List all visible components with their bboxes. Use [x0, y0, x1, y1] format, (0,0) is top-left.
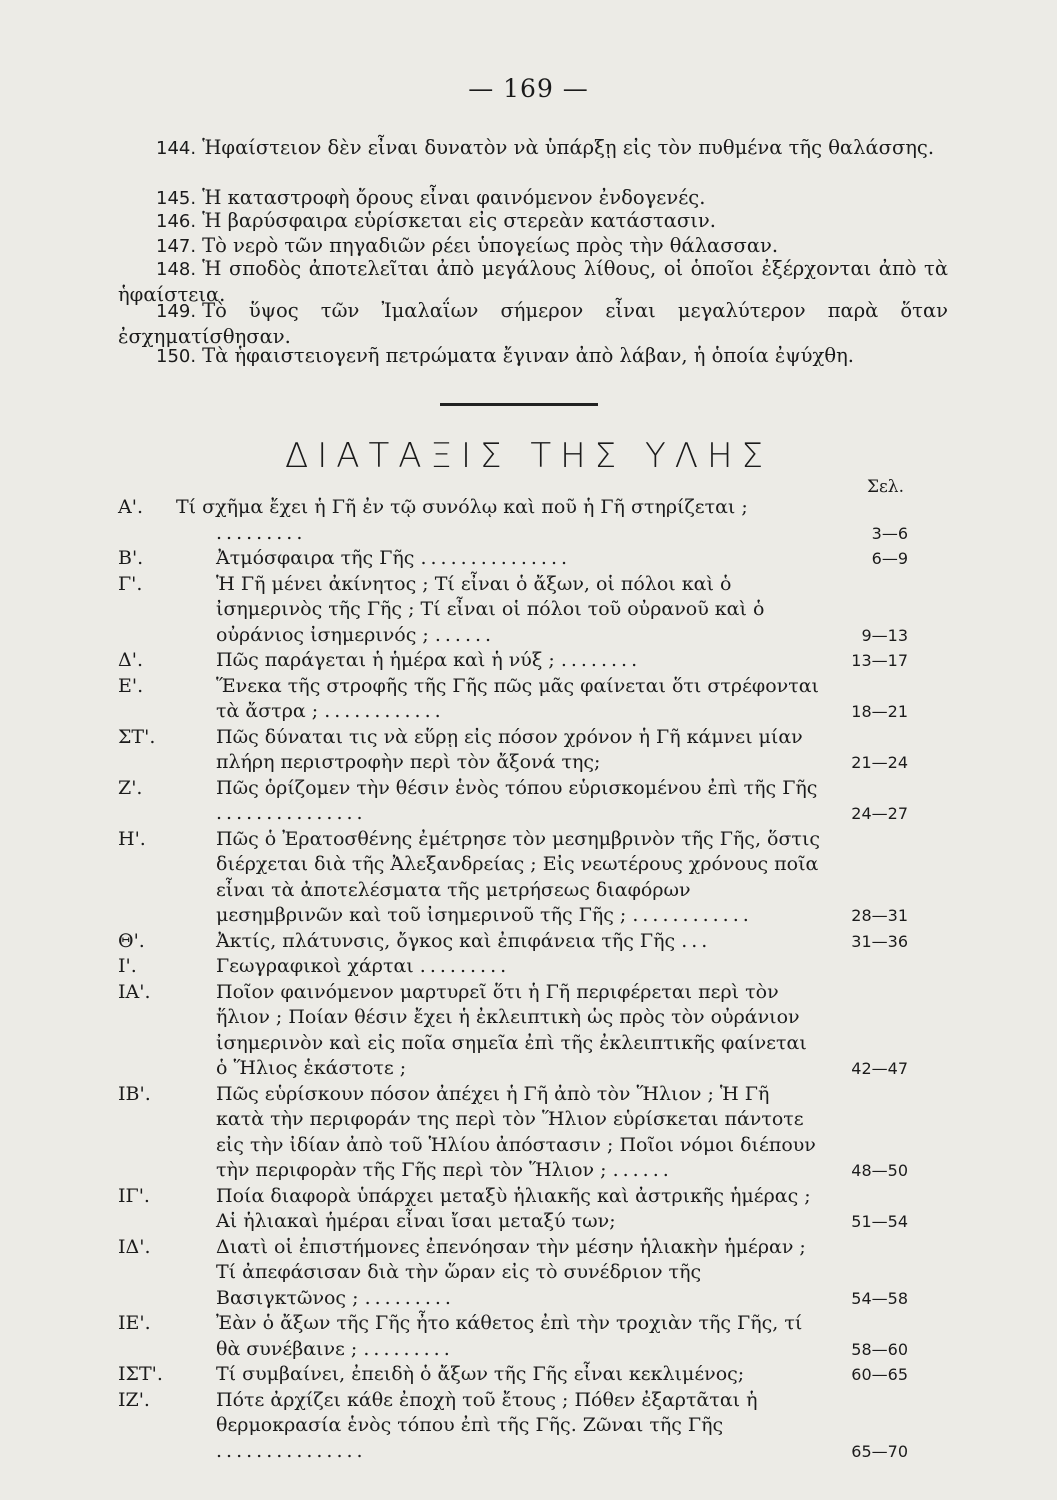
toc-entry: [118, 725, 908, 776]
toc-entry: Ι'. Γεωγραφικοὶ χάρται .........: [118, 954, 908, 980]
toc-entry-pages: 51—54: [851, 1212, 908, 1231]
toc-entry-number: ΙΓ'.: [118, 1184, 150, 1207]
toc-entry-pages: 13—17: [851, 651, 908, 670]
toc-entry-title: Ποῖον φαινόμενον μαρτυρεῖ ὅτι ἡ Γῆ περιφέρεται περὶ τὸν ἥλιον ; Ποίαν θέσιν ἔχει ἡ ἐκλειπτικὴ ὡς πρὸς τὸν οὐράνιον ἰσημερινὸν καὶ εἰς ποῖα σημεῖα ἐπὶ τῆς ἐκλειπτικῆς φαίνεται ὁ Ἥλιος ἑκάστοτε ;: [216, 980, 807, 1079]
toc-entry-number: ΙΒ'.: [118, 1082, 151, 1105]
toc-entry-title: Πότε ἀρχίζει κάθε ἐποχὴ τοῦ ἔτους ; Πόθεν ἐξαρτᾶται ἡ θερμοκρασία ἑνὸς τόπου ἐπὶ τῆς Γῆς. Ζῶναι τῆς Γῆς: [216, 1388, 758, 1436]
toc-entry-number: Β'.: [118, 547, 144, 569]
toc-entry-pages: 54—58: [851, 1288, 908, 1308]
toc-entry-pages: 3—6: [871, 523, 908, 543]
question-text: Τὸ νερὸ τῶν πηγαδιῶν ρέει ὑπογείως πρὸς τὴν θάλασσαν.: [202, 234, 779, 257]
toc-entry-title: Πῶς ὁρίζομεν τὴν θέσιν ἑνὸς τόπου εὑρισκομένου ἐπὶ τῆς Γῆς: [216, 776, 818, 799]
toc-entry-number: Δ'.: [118, 649, 143, 671]
toc-entry-pages: 18—21: [851, 702, 908, 721]
toc-entry: ΙΒ'. Πῶς εὑρίσκουν πόσον ἀπέχει ἡ Γῆ ἀπὸ τὸν Ἥλιον ; Ἡ Γῆ κατὰ τὴν περιφοράν της περὶ τὸν Ἥλιον εὑρίσκεται πάντοτε εἰς τὴν ἰδίαν ἀπὸ τοῦ Ἡλίου ἀπόστασιν ; Ποῖοι νόμοι διέπουν τὴν περιφορὰν τῆς Γῆς περὶ τὸν Ἥλιον ; ...... 48—50: [118, 1082, 908, 1184]
toc-entry-number: Ε'.: [118, 674, 144, 697]
toc-entry-number: ΙΔ'.: [118, 1235, 151, 1258]
toc-entry-title: Ἡ Γῆ μένει ἀκίνητος ; Τί εἶναι ὁ ἄξων, οἱ πόλοι καὶ ὁ ἰσημερινὸς τῆς Γῆς ; Τί εἶναι οἱ πόλοι τοῦ οὐρανοῦ καὶ ὁ οὐράνιος ἰσημερινός ;: [216, 572, 765, 646]
question-number: 150.: [156, 346, 197, 367]
divider-rule: [440, 403, 598, 406]
toc-entry: Θ'. Ἀκτίς, πλάτυνσις, ὄγκος καὶ ἐπιφάνεια τῆς Γῆς ... 31—36: [118, 929, 908, 955]
question-text: Ἡ βαρύσφαιρα εὑρίσκεται εἰς στερεὰν κατάστασιν.: [202, 209, 716, 232]
question-text: Ἡφαίστειον δὲν εἶναι δυνατὸν νὰ ὑπάρξῃ εἰς τὸν πυθμένα τῆς θαλάσσης.: [202, 136, 935, 159]
toc-entry-title: Ποία διαφορὰ ὑπάρχει μεταξὺ ἡλιακῆς καὶ ἀστρικῆς ἡμέρας ; Αἱ ἡλιακαὶ ἡμέραι εἶναι ἴσαι μεταξύ των;: [216, 1184, 811, 1232]
question-number: 146.: [156, 211, 197, 232]
question-item: [118, 208, 948, 234]
toc-entry-pages: 58—60: [851, 1339, 908, 1359]
question-number: 145.: [156, 188, 197, 209]
toc-entry-title: Ἐὰν ὁ ἄξων τῆς Γῆς ἦτο κάθετος ἐπὶ τὴν τροχιὰν τῆς Γῆς, τί θὰ συνέβαινε ;: [216, 1312, 803, 1360]
toc-entry-pages: 42—47: [851, 1059, 908, 1078]
toc-entry-title: Πῶς δύναται τις νὰ εὕρῃ εἰς πόσον χρόνον ἡ Γῆ κάμνει μίαν πλήρη περιστροφὴν περὶ τὸν ἄξονά της;: [216, 725, 803, 773]
toc-entry-pages: 48—50: [851, 1161, 908, 1180]
toc-entry: [118, 980, 908, 1082]
toc-entry-pages: 21—24: [851, 753, 908, 772]
toc-entry: Ε'. Ἕνεκα τῆς στροφῆς τῆς Γῆς πῶς μᾶς φαίνεται ὅτι στρέφονται τὰ ἄστρα ; ............ 18—21: [118, 674, 908, 725]
toc-entry-title: Τί συμβαίνει, ἐπειδὴ ὁ ἄξων τῆς Γῆς εἶναι κεκλιμένος;: [216, 1363, 745, 1385]
page-number: — 169 —: [468, 74, 589, 103]
toc-entry: Η'. Πῶς ὁ Ἐρατοσθένης ἐμέτρησε τὸν μεσημβρινὸν τῆς Γῆς, ὅστις διέρχεται διὰ τῆς Ἀλεξανδρείας ; Εἰς νεωτέρους χρόνους ποῖα εἶναι τὰ ἀποτελέσματα τῆς μετρήσεως διαφόρων μεσημβρινῶν καὶ τοῦ ἰσημερινοῦ τῆς Γῆς ; ............ 28—31: [118, 827, 908, 929]
toc-entry-number: Η'.: [118, 827, 146, 850]
toc-entry-title: Ἕνεκα τῆς στροφῆς τῆς Γῆς πῶς μᾶς φαίνεται ὅτι στρέφονται τὰ ἄστρα ;: [216, 674, 819, 722]
question-number: 147.: [156, 236, 197, 257]
toc-entry: ΙΕ'. Ἐὰν ὁ ἄξων τῆς Γῆς ἦτο κάθετος ἐπὶ τὴν τροχιὰν τῆς Γῆς, τί θὰ συνέβαινε ; ......... 58—60: [118, 1311, 908, 1362]
toc-entry-number: ΙΖ'.: [118, 1388, 150, 1411]
pages-column-label: Σελ.: [866, 477, 904, 497]
toc-entry: Β'. Ἀτμόσφαιρα τῆς Γῆς ............... 6—9: [118, 546, 908, 572]
toc-entry-pages: 65—70: [851, 1441, 908, 1461]
question-text: Τὰ ἡφαιστειογενῆ πετρώματα ἔγιναν ἀπὸ λάβαν, ἡ ὁποία ἐψύχθη.: [202, 344, 854, 367]
table-of-contents: [118, 495, 908, 1464]
question-number: 144.: [156, 138, 197, 159]
toc-entry-pages: 6—9: [871, 549, 908, 568]
question-text: Ἡ σποδὸς ἀποτελεῖται ἀπὸ μεγάλους λίθους, οἱ ὁποῖοι ἐξέρχονται ἀπὸ τὰ ἡφαίστεια.: [118, 257, 948, 306]
toc-entry-title: Πῶς παράγεται ἡ ἡμέρα καὶ ἡ νύξ ;: [216, 649, 555, 671]
toc-entry-title: Πῶς ὁ Ἐρατοσθένης ἐμέτρησε τὸν μεσημβρινὸν τῆς Γῆς, ὅστις διέρχεται διὰ τῆς Ἀλεξανδρείας ; Εἰς νεωτέρους χρόνους ποῖα εἶναι τὰ ἀποτελέσματα τῆς μετρήσεως διαφόρων μεσημβρινῶν καὶ τοῦ ἰσημερινοῦ τῆς Γῆς ;: [216, 827, 821, 926]
question-number: 149.: [156, 301, 197, 322]
toc-entry-number: ΙΑ'.: [118, 980, 151, 1003]
toc-entry-number: ΣΤ'.: [118, 725, 156, 748]
toc-entry-pages: 28—31: [851, 906, 908, 925]
toc-entry: [118, 1184, 908, 1235]
toc-entry-number: ΙΣΤ'.: [118, 1363, 163, 1385]
toc-entry-number: Ι'.: [118, 955, 137, 977]
toc-entry-number: Γ'.: [118, 572, 143, 595]
question-number: 148.: [156, 259, 197, 280]
toc-entry-title: Διατὶ οἱ ἐπιστήμονες ἐπενόησαν τὴν μέσην ἡλιακὴν ἡμέραν ; Τί ἀπεφάσισαν διὰ τὴν ὥραν εἰς τὸ συνέδριον τῆς Βασιγκτῶνος ;: [216, 1235, 806, 1309]
toc-entry-number: Ζ'.: [118, 776, 143, 799]
toc-entry-number: Θ'.: [118, 929, 145, 952]
toc-entry: Δ'. Πῶς παράγεται ἡ ἡμέρα καὶ ἡ νύξ ; ........ 13—17: [118, 648, 908, 674]
toc-entry-title: Πῶς εὑρίσκουν πόσον ἀπέχει ἡ Γῆ ἀπὸ τὸν Ἥλιον ; Ἡ Γῆ κατὰ τὴν περιφοράν της περὶ τὸν Ἥλιον εὑρίσκεται πάντοτε εἰς τὴν ἰδίαν ἀπὸ τοῦ Ἡλίου ἀπόστασιν ; Ποῖοι νόμοι διέπουν τὴν περιφορὰν τῆς Γῆς περὶ τὸν Ἥλιον ;: [216, 1082, 816, 1181]
toc-entry: Γ'. Ἡ Γῆ μένει ἀκίνητος ; Τί εἶναι ὁ ἄξων, οἱ πόλοι καὶ ὁ ἰσημερινὸς τῆς Γῆς ; Τί εἶναι οἱ πόλοι τοῦ οὐρανοῦ καὶ ὁ οὐράνιος ἰσημερινός ; ...... 9—13: [118, 572, 908, 649]
question-item: [118, 343, 948, 369]
toc-entry: Α'. Τί σχῆμα ἔχει ἡ Γῆ ἐν τῷ συνόλῳ καὶ ποῦ ἡ Γῆ στηρίζεται ; ......... 3—6: [118, 495, 908, 546]
toc-entry: Ζ'. Πῶς ὁρίζομεν τὴν θέσιν ἑνὸς τόπου εὑρισκομένου ἐπὶ τῆς Γῆς ............... 24—27: [118, 776, 908, 827]
toc-entry-pages: 24—27: [851, 804, 908, 823]
toc-entry-number: ΙΕ'.: [118, 1312, 151, 1334]
toc-entry: ΙΔ'. Διατὶ οἱ ἐπιστήμονες ἐπενόησαν τὴν μέσην ἡλιακὴν ἡμέραν ; Τί ἀπεφάσισαν διὰ τὴν ὥραν εἰς τὸ συνέδριον τῆς Βασιγκτῶνος ; ......... 54—58: [118, 1235, 908, 1312]
toc-entry-title: Ἀκτίς, πλάτυνσις, ὄγκος καὶ ἐπιφάνεια τῆς Γῆς: [216, 929, 676, 952]
question-text: Ἡ καταστροφὴ ὄρους εἶναι φαινόμενον ἐνδογενές.: [202, 186, 706, 209]
toc-entry-number: Α'.: [118, 496, 143, 518]
toc-entry: [118, 1362, 908, 1388]
toc-entry-title: Ἀτμόσφαιρα τῆς Γῆς: [216, 547, 415, 569]
toc-entry-pages: 9—13: [861, 625, 908, 645]
toc-entry-pages: 31—36: [851, 931, 908, 951]
toc-entry-title: Τί σχῆμα ἔχει ἡ Γῆ ἐν τῷ συνόλῳ καὶ ποῦ ἡ Γῆ στηρίζεται ;: [176, 496, 748, 518]
question-item: [118, 135, 948, 161]
toc-entry: ΙΖ'. Πότε ἀρχίζει κάθε ἐποχὴ τοῦ ἔτους ; Πόθεν ἐξαρτᾶται ἡ θερμοκρασία ἑνὸς τόπου ἐπὶ τῆς Γῆς. Ζῶναι τῆς Γῆς ............... 65—70: [118, 1388, 908, 1465]
toc-entry-pages: 60—65: [851, 1365, 908, 1384]
toc-entry-title: Γεωγραφικοὶ χάρται: [216, 955, 414, 977]
section-heading: ΔΙΑΤΑΞΙΣ ΤΗΣ ΥΛΗΣ: [284, 436, 773, 476]
question-item: [118, 298, 948, 349]
question-text: Τὸ ὕψος τῶν Ἰμαλαΐων σήμερον εἶναι μεγαλύτερον παρὰ ὅταν ἐσχηματίσθησαν.: [118, 299, 948, 348]
